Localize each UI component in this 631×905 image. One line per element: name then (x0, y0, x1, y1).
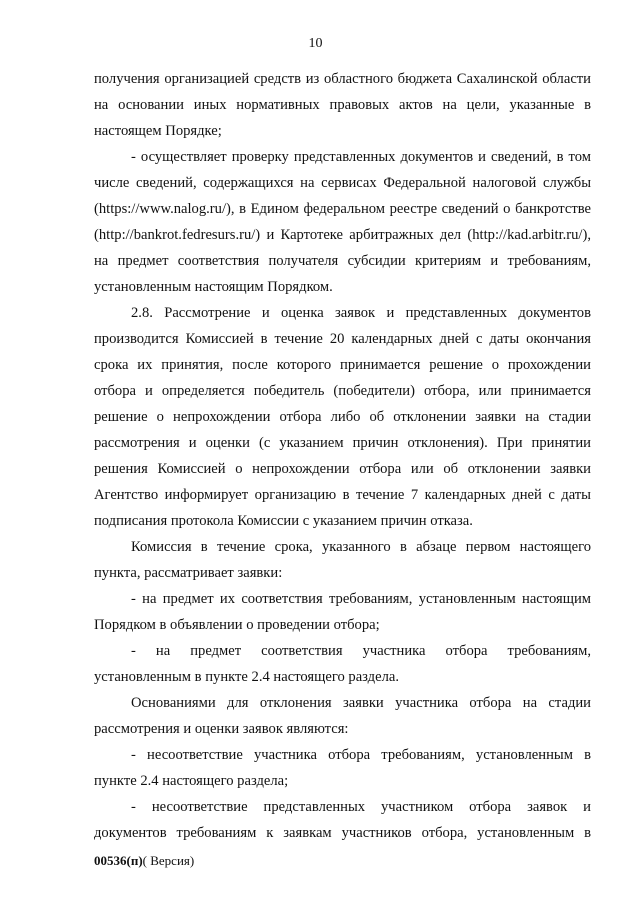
text-line: - несоответствие участника отбора требованиям, установленным в (131, 747, 591, 763)
text-line: решение о непрохождении отбора либо об отклонении заявки на стадии (94, 409, 591, 425)
text-line: установленным настоящим Порядком. (94, 279, 333, 295)
text-line: 2.8. Рассмотрение и оценка заявок и представленных документов (131, 305, 591, 321)
document-footer (94, 853, 194, 869)
text-line: на предмет соответствия получателя субсидии критериям и требованиям, (94, 253, 591, 269)
text-line: получения организацией средств из областного бюджета Сахалинской области (94, 71, 591, 87)
text-line: Агентство информирует организацию в течение 7 календарных дней с даты (94, 487, 591, 503)
text-line: - осуществляет проверку представленных документов и сведений, в том (131, 149, 591, 165)
text-line: настоящем Порядке; (94, 123, 222, 139)
text-line: Порядком в объявлении о проведении отбора; (94, 617, 380, 633)
text-line: - несоответствие представленных участником отбора заявок и (131, 799, 591, 815)
text-line: (https://www.nalog.ru/), в Едином федеральном реестре сведений о банкротстве (94, 201, 591, 217)
text-line: пункта, рассматривает заявки: (94, 565, 283, 581)
text-line: - на предмет соответствия участника отбора требованиям, (131, 643, 591, 659)
document-code: 00536(п) (94, 853, 143, 868)
text-line: - на предмет их соответствия требованиям, установленным настоящим (131, 591, 591, 607)
text-line: рассмотрения и оценки (с указанием причин отклонения). При принятии (94, 435, 591, 451)
text-line: пункте 2.4 настоящего раздела; (94, 773, 289, 789)
text-line: рассмотрения и оценки заявок являются: (94, 721, 349, 737)
text-line: производится Комиссией в течение 20 календарных дней с даты окончания (94, 331, 591, 347)
text-line: подписания протокола Комиссии с указанием причин отказа. (94, 513, 473, 529)
text-line: решения Комиссией о непрохождении отбора или об отклонении заявки (94, 461, 591, 477)
text-line: Основаниями для отклонения заявки участника отбора на стадии (131, 695, 591, 711)
text-line: Комиссия в течение срока, указанного в абзаце первом настоящего (131, 539, 591, 555)
text-line: (http://bankrot.fedresurs.ru/) и Картотеке арбитражных дел (http://kad.arbitr.ru/), (94, 227, 591, 243)
page-number: 10 (308, 36, 323, 51)
text-line: отбора и определяется победитель (победители) отбора, или принимается (94, 383, 591, 399)
document-version: ( Версия) (142, 853, 195, 868)
text-line: установленным в пункте 2.4 настоящего раздела. (94, 669, 399, 685)
text-line: документов требованиям к заявкам участников отбора, установленным в (94, 825, 591, 841)
text-line: числе сведений, содержащихся на сервисах Федеральной налоговой службы (94, 175, 591, 191)
text-line: на основании иных нормативных правовых актов на цели, указанные в (94, 97, 591, 113)
text-line: срока их принятия, после которого принимается решение о прохождении (94, 357, 591, 373)
